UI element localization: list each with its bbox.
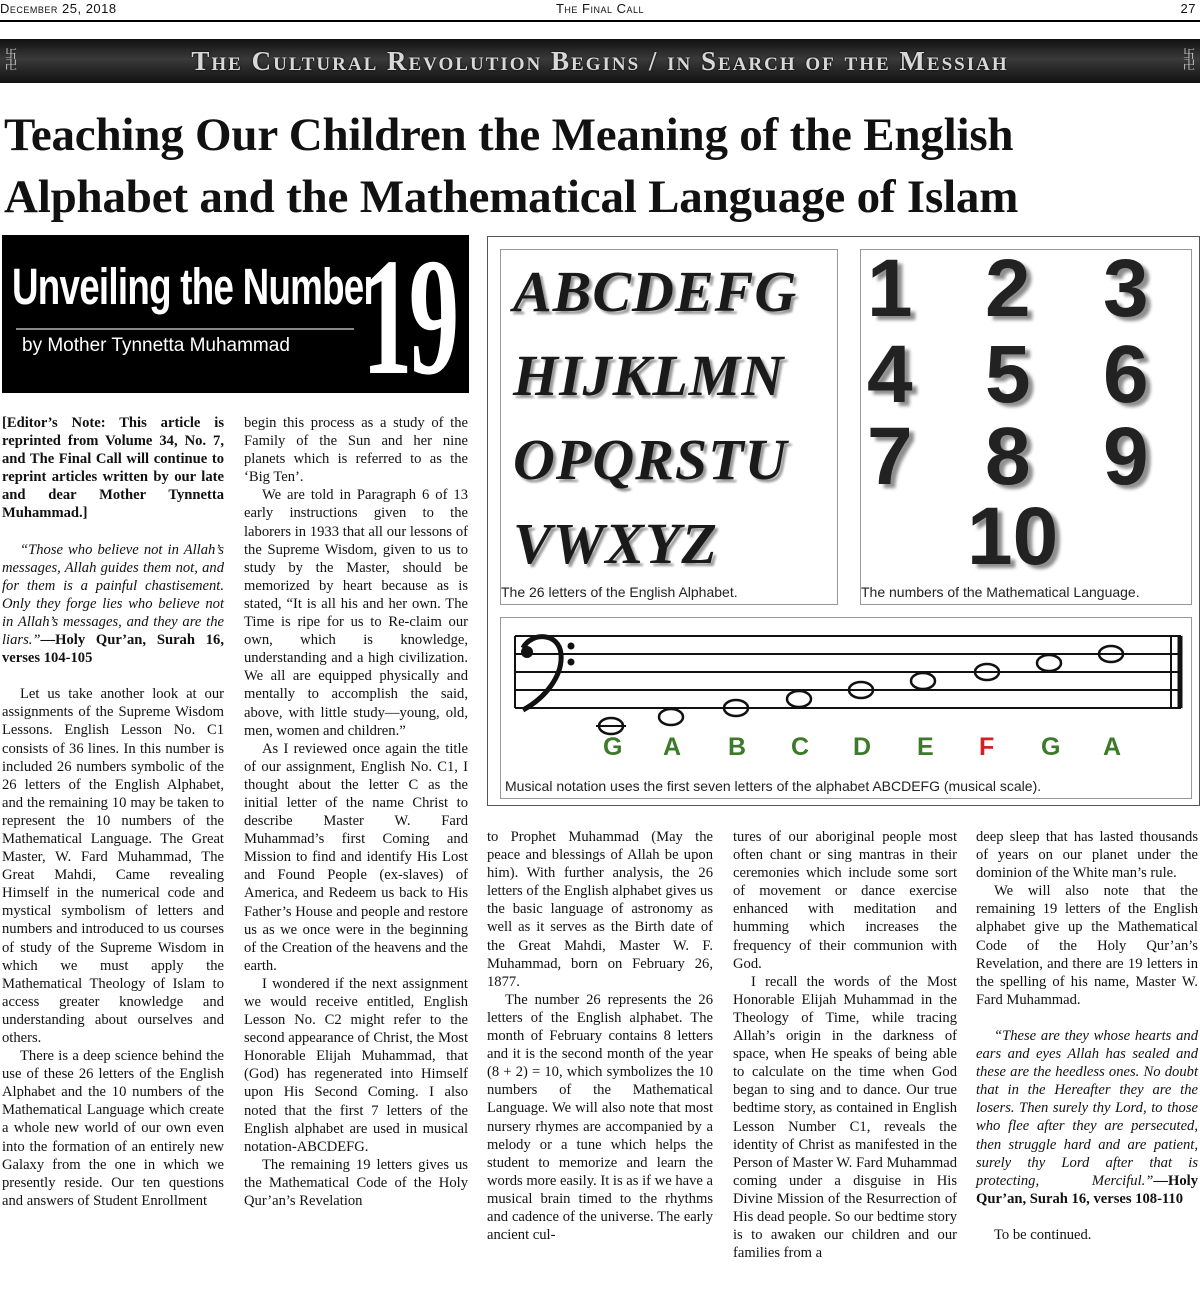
closing-quote: [976, 1027, 1198, 1208]
paper-name: The Final Call: [555, 1, 645, 16]
number-3: 3: [1103, 243, 1149, 334]
paragraph: begin this process as a study of the Family of the Sun and her nine planets which is referred to as the ‘Big Ten’.: [244, 415, 468, 486]
alphabet-line: ABCDEFG: [513, 259, 798, 324]
paragraph: There is a deep science behind the use of these 26 letters of the English Alphabet and the 10 numbers of the Mathematical Language which create a whole new world of our own even into the formation of an entirely new Galaxy from the one in which we presently reside. Our ten questions and answers of Student Enrollment: [2, 1048, 224, 1209]
article-column-1: [2, 414, 224, 1210]
article-column-2: [244, 414, 468, 1210]
issue-date: December 25, 2018: [0, 1, 117, 16]
paragraph: The remaining 19 letters gives us the Mathematical Code of the Holy Qur’an’s Revelation: [244, 1156, 468, 1210]
page-number: 27: [1180, 1, 1196, 16]
number-1: 1: [867, 243, 913, 334]
opening-quote-source: —Holy Qur’an, Surah 16, verses 104-105: [2, 632, 224, 667]
editors-note: [Editor’s Note: This article is reprinted from Volume 34, No. 7, and The Final Call will continue to reprint articles written by our late and dear Mother Tynnetta Muhammad.]: [2, 415, 224, 522]
article-column-4: [733, 828, 957, 1262]
column-logo-number: 19: [362, 235, 456, 393]
paragraph: Let us take another look at our assignments of the Supreme Wisdom Lessons. English Lesson No. C1 consists of 36 lines. In this number is included 26 numbers symbolic of the 26 letters of the English Alphabet, and the remaining 10 may be taken to represent the 10 numbers of the Mathematical Language. The Great Master, W. Fard Muhammad, The Great Mahdi, Came revealing Himself in the numerical code and mystical symbolism of letters and numbers and introduced to us courses of study of the Supreme Wisdom in which we must apply the Mathematical Theology of Islam to access greater knowledge and understanding about ourselves and others.: [2, 686, 224, 1046]
opening-quote: [2, 541, 224, 668]
closing-quote-source: —Holy Qur’an, Surah 16, verses 108-110: [976, 1172, 1198, 1207]
alphabet-line: VWXYZ: [513, 511, 718, 576]
illustration-figure: [487, 236, 1200, 806]
closing-quote-text: “These are they whose hearts and ears and eyes Allah has sealed and these are the heedless ones. No doubt that in the Hereafter they are the losers. Then surely thy Lord, to those who flee after they are persecuted, then struggle hard and are patient, surely thy Lord after that is protecting, Merciful.”: [976, 1027, 1198, 1189]
ornament-right-icon: 卐 卍: [1182, 47, 1195, 72]
to-be-continued: To be continued.: [994, 1226, 1092, 1243]
numbers-panel: [860, 243, 1192, 605]
note-letter: B: [728, 733, 747, 761]
article-column-3: [487, 828, 713, 1244]
number-9: 9: [1103, 411, 1149, 502]
paragraph: We are told in Paragraph 6 of 13 early instructions given to the laborers in 1933 that all our lessons of the Supreme Wisdom, given to us to study by the Master, should be memorized by heart because as is stated, “It is all his and her own. The Time is ripe for us to Re-claim our own, which is knowledge, understanding and a high civilization. We all are equipped physically and mentally to accomplish the said, above, with little study—young, old, men, women and children.”: [244, 487, 468, 739]
column-logo-title: Unveiling the Number: [12, 258, 378, 315]
alphabet-line: OPQRSTU: [513, 427, 788, 492]
note-letter: C: [791, 733, 810, 761]
paragraph: deep sleep that has lasted thousands of years on our planet under the dominion of the White man’s rule.: [976, 829, 1198, 882]
number-5: 5: [985, 329, 1031, 420]
note-letter: A: [663, 733, 682, 761]
note-letter: F: [979, 733, 995, 761]
music-panel: [500, 617, 1192, 799]
section-banner: [0, 39, 1200, 83]
article-column-5: [976, 828, 1198, 1244]
column-logo-rule: [16, 328, 354, 330]
numbers-caption: The numbers of the Mathematical Language.: [861, 584, 1140, 600]
paragraph: tures of our aboriginal people most often chant or sing mantras in their ceremonies which include some sort of movement or dance exercise enhanced with meditation and humming which increases the frequency of their communion with God.: [733, 829, 957, 972]
paragraph: The number 26 represents the 26 letters of the English alphabet. The month of February contains 8 letters and it is the second month of the year (8 + 2) = 10, which symbolizes the 10 numbers of the Mathematical Language. We will also note that most nursery rhymes are accompanied by a melody or a tune which helps the student to memorize and learn the words more easily. It is as if we have a musical brain timed to the rhythms and cadence of the universe. The early ancient cul-: [487, 991, 713, 1244]
running-head: [0, 0, 1200, 22]
note-head: [911, 673, 935, 689]
note-letter: E: [917, 733, 934, 761]
alphabet-caption: The 26 letters of the English Alphabet.: [501, 584, 738, 600]
alphabet-panel: [500, 249, 838, 605]
paragraph: to Prophet Muhammad (May the peace and blessings of Allah be upon him). With further analysis, the 26 letters of the English alphabet gives us the basic language of astronomy as well as it serves as the Birth date of the Great Mahdi, Master W. F. Muhammad, born on February 26, 1877.: [487, 829, 713, 990]
ornament-left-icon: 卐 卍: [4, 47, 17, 72]
headline: Teaching Our Children the Meaning of the English Alphabet and the Mathematical Language of Islam: [4, 109, 1019, 223]
section-banner-title: The Cultural Revolution Begins / in Search of the Messiah: [191, 46, 1009, 76]
number-10: 10: [967, 491, 1059, 582]
bass-clef-icon: [521, 637, 575, 710]
number-7: 7: [867, 411, 913, 502]
note-head: [659, 709, 683, 725]
opening-quote-text: “Those who believe not in Allah’s messages, Allah guides them not, and for them is a painful chastisement. Only they forge lies who believe not in Allah’s messages, and they are the liars.”: [2, 541, 224, 649]
number-8: 8: [985, 411, 1031, 502]
note-letter: A: [1103, 733, 1122, 761]
alphabet-line: HIJKLMN: [513, 343, 785, 408]
note-letter: G: [603, 733, 623, 761]
note-head: [1037, 655, 1061, 671]
paragraph: I wondered if the next assignment we would receive entitled, English Lesson No. C2 might refer to the second appearance of Christ, the Most Honorable Elijah Muhammad, that (God) has regenerated into Himself upon His Second Coming. I also noted that the first 7 letters of the English alphabet are used in musical notation-ABCDEFG.: [244, 975, 468, 1155]
number-6: 6: [1103, 329, 1149, 420]
number-4: 4: [867, 329, 913, 420]
note-head: [787, 691, 811, 707]
number-2: 2: [985, 243, 1031, 334]
alphabet-letters: [513, 250, 797, 586]
paragraph: As I reviewed once again the title of our assignment, English No. C1, I thought about the letter C as the initial letter of the name Christ to describe Master W. Fard Muhammad’s first Coming and Mission to find and identify His Lost and Found People (ex-slaves) of America, and Redeem us back to His Father’s House and people and restore us as we once were in the beginning of the Creation of the heavens and the earth.: [244, 740, 468, 974]
column-logo: [2, 235, 469, 393]
paragraph: I recall the words of the Most Honorable Elijah Muhammad in the Theology of Time, while tracing Allah’s origin in the darkness of space, when He speaks of being able to calculate on the time when God began to sing and to dance. Our true bedtime story, as contained in English Lesson Number C1, reveals the identity of Christ as manifested in the Person of Master W. Fard Muhammad coming under a disguise in His Divine Mission of the Resurrection of His dead people. So our bedtime story is to awaken our children and our families from a: [733, 973, 957, 1262]
note-letter: G: [1041, 733, 1061, 761]
music-caption: Musical notation uses the first seven letters of the alphabet ABCDEFG (musical scale).: [505, 778, 1042, 794]
column-logo-byline: by Mother Tynnetta Muhammad: [22, 335, 290, 356]
paragraph: We will also note that the remaining 19 letters of the English alphabet give up the Mathematical Code of the Holy Qur’an’s Revelation, and there are 19 letters in the spelling of his name, Master W. Fard Muhammad.: [976, 883, 1198, 1008]
note-letter: D: [853, 733, 872, 761]
